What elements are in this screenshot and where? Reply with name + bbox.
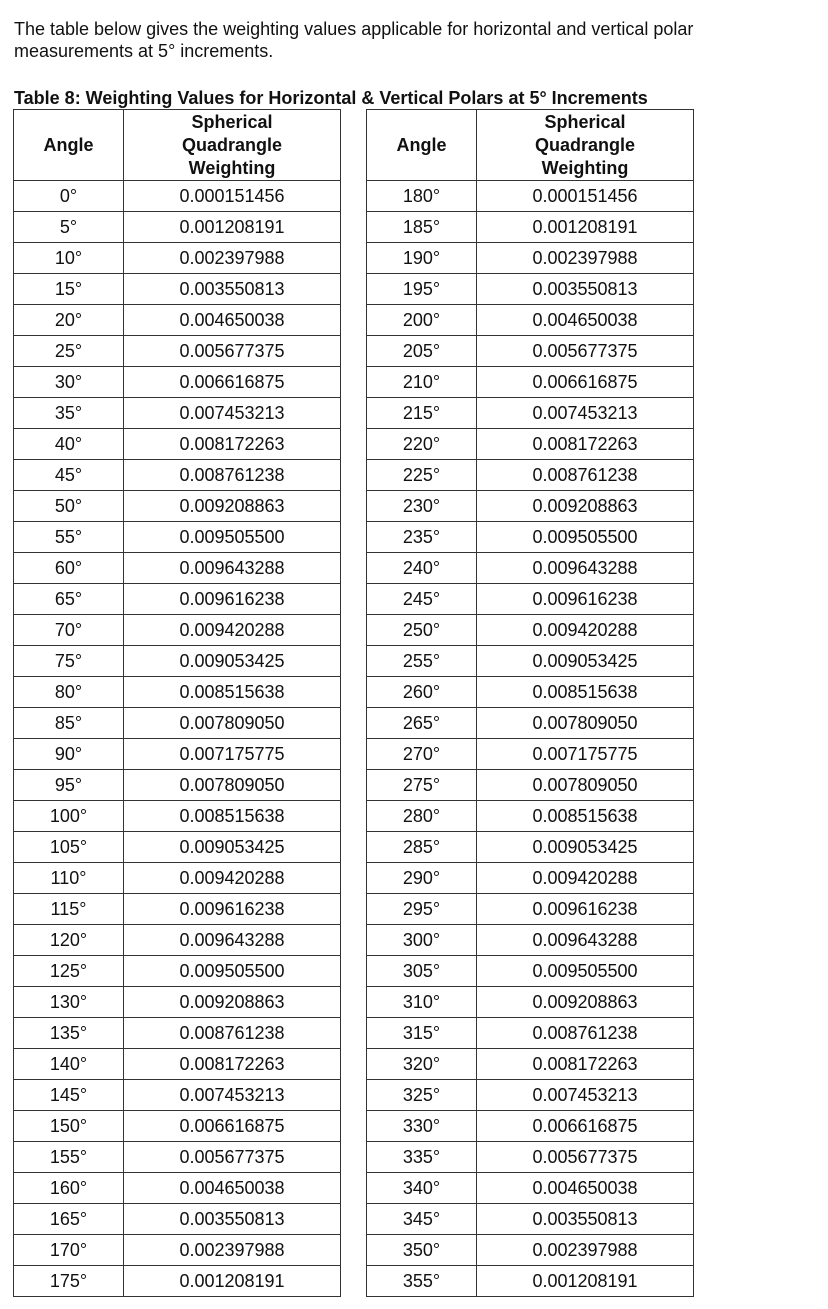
table-row (14, 1173, 341, 1204)
angle-cell: 255° (367, 646, 477, 677)
weight-cell: 0.008172263 (124, 429, 341, 460)
weight-cell: 0.002397988 (477, 1235, 694, 1266)
weight-cell: 0.007453213 (477, 398, 694, 429)
intro-paragraph: The table below gives the weighting values applicable for horizontal and vertical polar measurements at 5° increments. (14, 19, 694, 61)
angle-cell: 120° (14, 925, 124, 956)
table-row (14, 1049, 341, 1080)
table-row (14, 1204, 341, 1235)
weight-cell: 0.009420288 (124, 615, 341, 646)
angle-cell: 320° (367, 1049, 477, 1080)
weight-cell: 0.009420288 (477, 863, 694, 894)
weight-cell: 0.008761238 (477, 1018, 694, 1049)
weight-cell: 0.006616875 (124, 367, 341, 398)
angle-cell: 130° (14, 987, 124, 1018)
table-row (14, 584, 341, 615)
weight-cell: 0.009616238 (124, 584, 341, 615)
table-row (14, 1235, 341, 1266)
table-row (14, 615, 341, 646)
angle-cell: 275° (367, 770, 477, 801)
angle-cell: 245° (367, 584, 477, 615)
table-row (14, 925, 341, 956)
angle-cell: 180° (367, 181, 477, 212)
angle-cell: 15° (14, 274, 124, 305)
weight-cell: 0.009616238 (477, 584, 694, 615)
table-row (14, 305, 341, 336)
table-caption: Table 8: Weighting Values for Horizontal & Vertical Polars at 5° Increments (14, 88, 648, 108)
table-row (367, 677, 694, 708)
angle-cell: 70° (14, 615, 124, 646)
angle-cell: 25° (14, 336, 124, 367)
weight-cell: 0.005677375 (477, 336, 694, 367)
weight-cell: 0.005677375 (477, 1142, 694, 1173)
angle-cell: 150° (14, 1111, 124, 1142)
table-row (14, 956, 341, 987)
weight-cell: 0.001208191 (477, 1266, 694, 1297)
table-row (367, 398, 694, 429)
angle-cell: 205° (367, 336, 477, 367)
weight-cell: 0.008761238 (124, 460, 341, 491)
weight-cell: 0.009505500 (124, 522, 341, 553)
weight-cell: 0.009053425 (477, 646, 694, 677)
weight-cell: 0.007809050 (124, 770, 341, 801)
table-row (367, 801, 694, 832)
table-row (14, 1111, 341, 1142)
weighting-header (124, 110, 341, 181)
angle-cell: 155° (14, 1142, 124, 1173)
angle-cell: 200° (367, 305, 477, 336)
weight-cell: 0.009643288 (477, 925, 694, 956)
angle-cell: 345° (367, 1204, 477, 1235)
table-row (14, 398, 341, 429)
table-row (14, 243, 341, 274)
weight-cell: 0.009053425 (124, 832, 341, 863)
angle-cell: 85° (14, 708, 124, 739)
table-row (367, 305, 694, 336)
angle-cell: 210° (367, 367, 477, 398)
weight-cell: 0.009616238 (477, 894, 694, 925)
table-row (14, 460, 341, 491)
table-row (367, 1142, 694, 1173)
angle-header: Angle (14, 110, 124, 181)
table-row (367, 336, 694, 367)
weight-cell: 0.003550813 (477, 274, 694, 305)
table-row (367, 522, 694, 553)
angle-cell: 75° (14, 646, 124, 677)
weight-cell: 0.009643288 (477, 553, 694, 584)
weight-cell: 0.007453213 (124, 1080, 341, 1111)
table-row (367, 367, 694, 398)
table-row (367, 863, 694, 894)
weighting-header (477, 110, 694, 181)
table-row (14, 708, 341, 739)
weight-cell: 0.006616875 (124, 1111, 341, 1142)
angle-cell: 40° (14, 429, 124, 460)
angle-cell: 50° (14, 491, 124, 522)
angle-cell: 300° (367, 925, 477, 956)
weighting-header-line: Spherical (191, 111, 273, 132)
weight-cell: 0.009505500 (477, 522, 694, 553)
angle-cell: 335° (367, 1142, 477, 1173)
angle-cell: 100° (14, 801, 124, 832)
angle-cell: 0° (14, 181, 124, 212)
angle-cell: 95° (14, 770, 124, 801)
table-header-row (14, 110, 341, 181)
angle-cell: 270° (367, 739, 477, 770)
table-row (367, 181, 694, 212)
weight-cell: 0.008515638 (124, 677, 341, 708)
angle-cell: 30° (14, 367, 124, 398)
weighting-header-line: Spherical (544, 111, 626, 132)
weight-cell: 0.000151456 (124, 181, 341, 212)
table-row (14, 522, 341, 553)
table-row (367, 894, 694, 925)
weight-cell: 0.001208191 (124, 1266, 341, 1297)
angle-cell: 355° (367, 1266, 477, 1297)
angle-cell: 230° (367, 491, 477, 522)
weight-cell: 0.003550813 (477, 1204, 694, 1235)
table-row (367, 553, 694, 584)
angle-cell: 145° (14, 1080, 124, 1111)
weight-cell: 0.009505500 (477, 956, 694, 987)
weight-cell: 0.007453213 (124, 398, 341, 429)
weighting-table-left (13, 109, 341, 1297)
weight-cell: 0.008172263 (477, 1049, 694, 1080)
table-row (367, 1111, 694, 1142)
weight-cell: 0.008761238 (477, 460, 694, 491)
weight-cell: 0.008515638 (477, 801, 694, 832)
angle-cell: 220° (367, 429, 477, 460)
angle-cell: 160° (14, 1173, 124, 1204)
table-row (14, 987, 341, 1018)
table-row (367, 708, 694, 739)
weight-cell: 0.007809050 (124, 708, 341, 739)
table-row (367, 460, 694, 491)
weight-cell: 0.004650038 (124, 305, 341, 336)
angle-cell: 125° (14, 956, 124, 987)
angle-cell: 225° (367, 460, 477, 491)
table-row (14, 553, 341, 584)
angle-cell: 10° (14, 243, 124, 274)
weight-cell: 0.009643288 (124, 553, 341, 584)
angle-cell: 260° (367, 677, 477, 708)
table-row (14, 894, 341, 925)
weight-cell: 0.005677375 (124, 336, 341, 367)
weight-cell: 0.009053425 (477, 832, 694, 863)
angle-cell: 305° (367, 956, 477, 987)
table-row (367, 1235, 694, 1266)
weight-cell: 0.004650038 (477, 1173, 694, 1204)
table-row (14, 646, 341, 677)
table-row (367, 212, 694, 243)
angle-cell: 115° (14, 894, 124, 925)
table-row (14, 1080, 341, 1111)
weight-cell: 0.001208191 (477, 212, 694, 243)
table-row (367, 491, 694, 522)
table-row (14, 1018, 341, 1049)
weight-cell: 0.004650038 (124, 1173, 341, 1204)
weighting-header-line: Weighting (188, 157, 276, 178)
table-row (14, 181, 341, 212)
table-row (14, 770, 341, 801)
weight-cell: 0.001208191 (124, 212, 341, 243)
table-row (14, 832, 341, 863)
weighting-header-line: Quadrangle (181, 134, 283, 155)
angle-cell: 110° (14, 863, 124, 894)
weight-cell: 0.009643288 (124, 925, 341, 956)
weight-cell: 0.003550813 (124, 1204, 341, 1235)
weight-cell: 0.007809050 (477, 770, 694, 801)
angle-cell: 280° (367, 801, 477, 832)
table-row (367, 615, 694, 646)
weight-cell: 0.009420288 (477, 615, 694, 646)
angle-cell: 135° (14, 1018, 124, 1049)
weight-cell: 0.008761238 (124, 1018, 341, 1049)
weight-cell: 0.003550813 (124, 274, 341, 305)
weight-cell: 0.009053425 (124, 646, 341, 677)
table-row (367, 956, 694, 987)
angle-cell: 240° (367, 553, 477, 584)
angle-cell: 295° (367, 894, 477, 925)
weighting-header-line: Quadrangle (534, 134, 636, 155)
angle-cell: 65° (14, 584, 124, 615)
angle-cell: 20° (14, 305, 124, 336)
angle-cell: 285° (367, 832, 477, 863)
angle-cell: 55° (14, 522, 124, 553)
weight-cell: 0.008172263 (477, 429, 694, 460)
table-row (367, 1049, 694, 1080)
weight-cell: 0.009505500 (124, 956, 341, 987)
table-row (367, 770, 694, 801)
angle-cell: 35° (14, 398, 124, 429)
weight-cell: 0.007175775 (477, 739, 694, 770)
angle-cell: 315° (367, 1018, 477, 1049)
table-row (14, 491, 341, 522)
angle-cell: 195° (367, 274, 477, 305)
angle-cell: 60° (14, 553, 124, 584)
angle-cell: 330° (367, 1111, 477, 1142)
weight-cell: 0.009208863 (477, 987, 694, 1018)
weight-cell: 0.007175775 (124, 739, 341, 770)
angle-cell: 190° (367, 243, 477, 274)
weight-cell: 0.009420288 (124, 863, 341, 894)
weight-cell: 0.006616875 (477, 367, 694, 398)
table-row (14, 677, 341, 708)
weight-cell: 0.008515638 (124, 801, 341, 832)
table-row (367, 1080, 694, 1111)
weight-cell: 0.007809050 (477, 708, 694, 739)
weight-cell: 0.009208863 (124, 987, 341, 1018)
weight-cell: 0.002397988 (124, 243, 341, 274)
angle-cell: 340° (367, 1173, 477, 1204)
table-row (367, 1018, 694, 1049)
angle-cell: 90° (14, 739, 124, 770)
weight-cell: 0.002397988 (477, 243, 694, 274)
weight-cell: 0.008172263 (124, 1049, 341, 1080)
angle-cell: 290° (367, 863, 477, 894)
angle-cell: 80° (14, 677, 124, 708)
table-row (14, 863, 341, 894)
table-row (367, 274, 694, 305)
angle-cell: 140° (14, 1049, 124, 1080)
table-row (367, 739, 694, 770)
weight-cell: 0.007453213 (477, 1080, 694, 1111)
table-row (367, 646, 694, 677)
weight-cell: 0.000151456 (477, 181, 694, 212)
table-row (14, 367, 341, 398)
table-row (14, 274, 341, 305)
table-row (14, 429, 341, 460)
table-row (367, 1173, 694, 1204)
table-row (14, 801, 341, 832)
angle-cell: 105° (14, 832, 124, 863)
table-row (367, 584, 694, 615)
table-row (14, 212, 341, 243)
weight-cell: 0.009616238 (124, 894, 341, 925)
angle-cell: 215° (367, 398, 477, 429)
table-row (14, 336, 341, 367)
angle-cell: 170° (14, 1235, 124, 1266)
weight-cell: 0.005677375 (124, 1142, 341, 1173)
weighting-table-right (366, 109, 694, 1297)
angle-cell: 325° (367, 1080, 477, 1111)
angle-cell: 350° (367, 1235, 477, 1266)
table-header-row (367, 110, 694, 181)
angle-cell: 310° (367, 987, 477, 1018)
table-row (367, 987, 694, 1018)
weight-cell: 0.009208863 (124, 491, 341, 522)
weight-cell: 0.004650038 (477, 305, 694, 336)
table-row (14, 739, 341, 770)
angle-cell: 45° (14, 460, 124, 491)
angle-cell: 5° (14, 212, 124, 243)
weight-cell: 0.009208863 (477, 491, 694, 522)
angle-cell: 185° (367, 212, 477, 243)
weight-cell: 0.002397988 (124, 1235, 341, 1266)
table-row (367, 832, 694, 863)
angle-cell: 250° (367, 615, 477, 646)
table-row (367, 1204, 694, 1235)
angle-cell: 235° (367, 522, 477, 553)
angle-header: Angle (367, 110, 477, 181)
weight-cell: 0.006616875 (477, 1111, 694, 1142)
table-row (367, 925, 694, 956)
weighting-header-line: Weighting (541, 157, 629, 178)
angle-cell: 175° (14, 1266, 124, 1297)
table-row (14, 1266, 341, 1297)
angle-cell: 165° (14, 1204, 124, 1235)
table-row (367, 243, 694, 274)
weight-cell: 0.008515638 (477, 677, 694, 708)
table-row (14, 1142, 341, 1173)
table-row (367, 429, 694, 460)
angle-cell: 265° (367, 708, 477, 739)
table-row (367, 1266, 694, 1297)
